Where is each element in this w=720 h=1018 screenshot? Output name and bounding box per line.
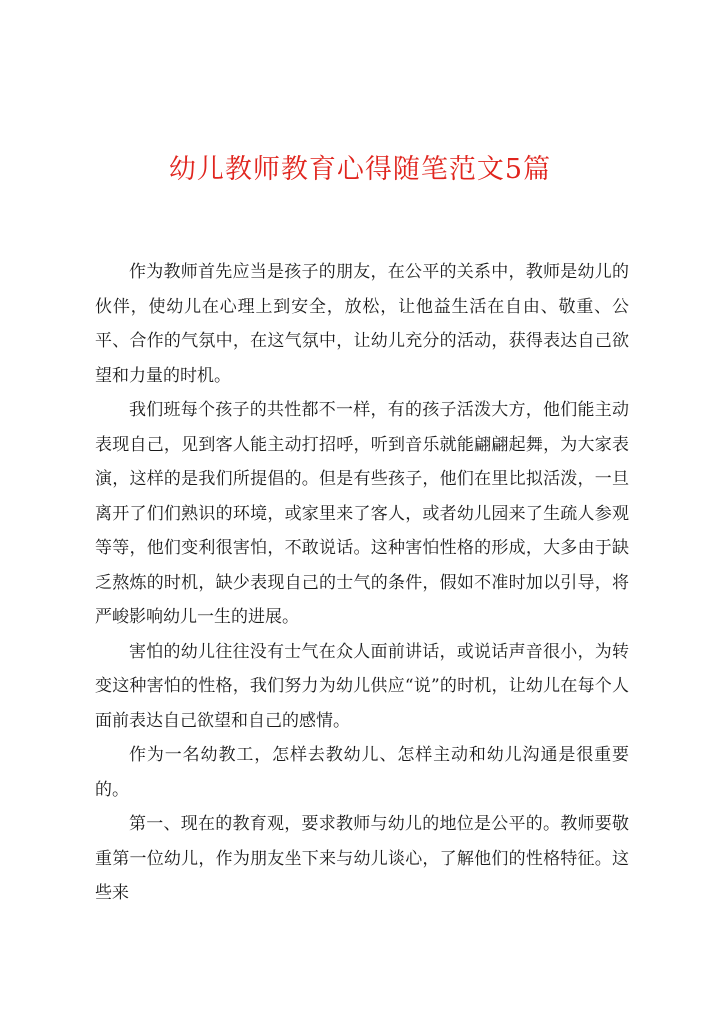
paragraph-5: 第一、现在的教育观，要求教师与幼儿的地位是公平的。教师要敬重第一位幼儿，作为朋友坐下来与幼儿谈心，了解他们的性格特征。这些来	[95, 814, 629, 903]
document-title: 幼儿教师教育心得随笔范文5篇	[168, 154, 552, 185]
paragraph-3: 害怕的幼儿往往没有士气在众人面前讲话，或说话声音很小，为转变这种害怕的性格，我们努力为幼儿供应“说”的时机，让幼儿在每个人面前表达自己欲望和自己的感情。	[95, 641, 629, 731]
paragraph-2: 我们班每个孩子的共性都不一样，有的孩子活泼大方，他们能主动表现自己，见到客人能主动打招呼，听到音乐就能翩翩起舞，为大家表演，这样的是我们所提倡的。但是有些孩子，他们在里比拟活泼，一旦离开了们们熟识的环境，或家里来了客人，或者幼儿园来了生疏人参观等等，他们变利很害怕，不敢说话。这种害怕性格的形成，大多由于缺乏熬炼的时机，缺少表现自己的士气的条件，假如不准时加以引导，将严峻影响幼儿一生的进展。	[95, 400, 629, 627]
paragraph-1: 作为教师首先应当是孩子的朋友，在公平的关系中，教师是幼儿的伙伴，使幼儿在心理上到安全，放松，让他益生活在自由、敬重、公平、合作的气氛中，在这气氛中，让幼儿充分的活动，获得表达自己欲望和力量的时机。	[95, 262, 629, 386]
document-body	[95, 255, 629, 911]
paragraph-4: 作为一名幼教工，怎样去教幼儿、怎样主动和幼儿沟通是很重要的。	[95, 745, 629, 800]
